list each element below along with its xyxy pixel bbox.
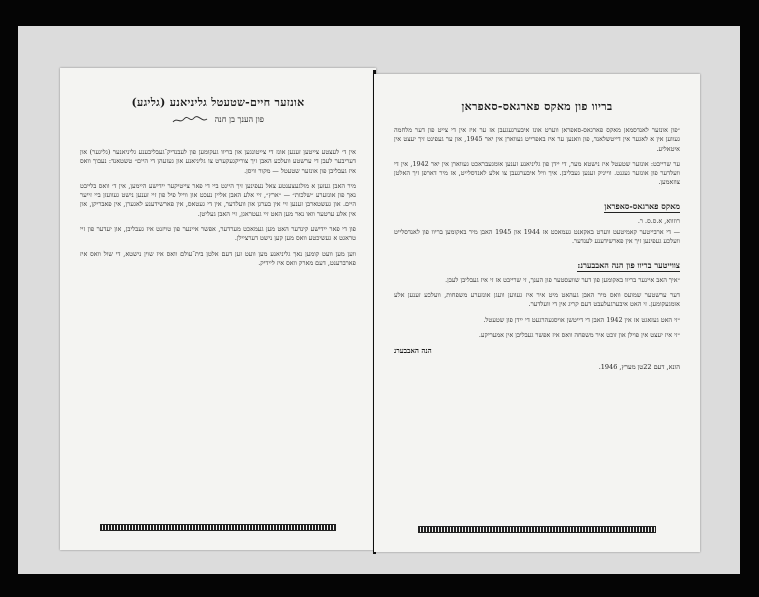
handwritten-note (172, 115, 208, 125)
right-paragraph-3: — די ארבייטער קאמיטעט ווערט באקאנט געמאכט אז 1944 און 1945 האבן מיר באקומען בריוו פון לאנדסלייט וועלכע געפינען זיך אין פארשידענע לענדער. (394, 228, 680, 246)
letter-paragraph-4: ״זי איז יעצט אין פוילן און זוכט איר משפחה וואס איז אפשר געבליבן אין אמעריקע. (478, 330, 680, 339)
scan-frame (18, 26, 740, 574)
left-page-bottom-rule (100, 524, 336, 531)
left-page-title: אונזער חיים-שטעטל גליניאנע (גליגע) (131, 96, 305, 109)
left-paragraph-1: אין ד׳ לעצטע צייטען זענען אונז די צייטונגען און בריוו געקומען פון לעבנדיק־געבליבענע גליניאנער (גליגער) און דעריבער לעבן די ערשטע וועלכע האבן זיך צוריקגעקערט צו גליניאנע און געזעהן די היים״ טשטאנד: נעבוך וואס איז געבליבן פון אונזער שטעטל — מקור וויסן. (80, 148, 356, 175)
letter-paragraph-3: ״זי האט געזאגט אז אין 1942 האבן די דייטשן אויסגעהרגעט די יידן פון שטעטל. (483, 315, 680, 324)
left-paragraph-2: מיר האבן געזען א מולגעצענטע צאל נעפינען זיך היינט ביי די פאר צייטיקער יידישע היימען, אין ד׳ וואס בלייבט נאך פון אונזערע ״שלכות״ — ״ארץ״, זיי אלע האבן אליין נעכט און ווייל פיל פון זיי זענען נישט געוועזן ביי זייער היים. און געשטארבן זענען זיי אין בערגן און וועלדער, אין די געטאס, אין פארשידענע לאגערן, אין פאבריקן, און אין אלע ערטער וואו נאר מען האט זיי געטראגן, זיי האבן געליטן. (80, 181, 356, 218)
letter-paragraph-2: דער ערשטער שמועס וואס מיר האבן געהאט מיט איר איז געווען וועגן אונזערע משפחות, וועלכע זענען אלע אומגעקומען. זי האט איבערגעלעבט דעם קריג אין די וועלדער. (394, 290, 680, 309)
letter-date: הונא, דעם 22טן מערץ, 1946. (598, 363, 680, 372)
right-body (394, 126, 680, 371)
right-paragraph-1: ״פון אונזער לאנדסמאן מאקס פארגאס-סאפראן ווערט אונז איבערגעגעבן אז ער איז אין די צייט פון דער מלחמה געווען אין א לאגער אין דייטשלאנד, פון וואנען ער איז באפרייט געווארן אין יאר 1945, און ער געפינט זיך יעצט אין איטאליע. (394, 126, 681, 153)
right-page-title: בריוו פון מאקס פארגאס-סאפראן (461, 100, 613, 113)
left-page-author: פון הענך בן חנה (214, 115, 264, 124)
left-body (80, 148, 356, 274)
left-paragraph-3: פון די פאר יידישע קינדער האט מען געמאכט מערדער, אפשר איינער פון טויזנט איז געבליבן, און יעדער פון זיי טראגט א געשיכטע וואס מען קען נישט דערציילן. (80, 225, 356, 243)
section-heading-second-letter: צווייטער בריוו פון הנה האבבערנ: (577, 259, 680, 270)
left-paragraph-4: ווען מען וועט קומען נאך גליניאנע מען וועט זען דעם אלטן בית־עולם וואס איז שוין נישטא, די שול וואס איז פארברענט, דעם מארק וואס איז ליידיק. (80, 249, 356, 267)
left-page-subtitle (82, 115, 354, 125)
location-line: רוזווא, א.ס.ס. ר. (637, 216, 680, 225)
right-page-bottom-rule (418, 526, 656, 533)
letter-paragraph-1: ״איך האב איינער בריוו באקומען פון דער שוועסטער פון הענך, זי שרייבט אז זי איז געבליבן לעבן. (445, 275, 680, 284)
section-heading-max: מאקס פארגאס-סאפראן (604, 200, 680, 211)
right-paragraph-2: ער שרייבט: אונזער שטעטל איז נישטא מער, די יידן פון גליניאנע זענען אומגעבראכט געווארן אין יאר 1942, אין די וועלדער פון אונזער געגנט. ווייניק זענען געבליבן. איך וויל איבערגעבן צו אלע לאנדסלייט, אז מיר דארפן זיך האלטן צוזאמען. (394, 159, 681, 187)
right-page (374, 74, 700, 552)
signature: הנה האבבערנ (394, 346, 432, 356)
left-page (60, 68, 376, 550)
